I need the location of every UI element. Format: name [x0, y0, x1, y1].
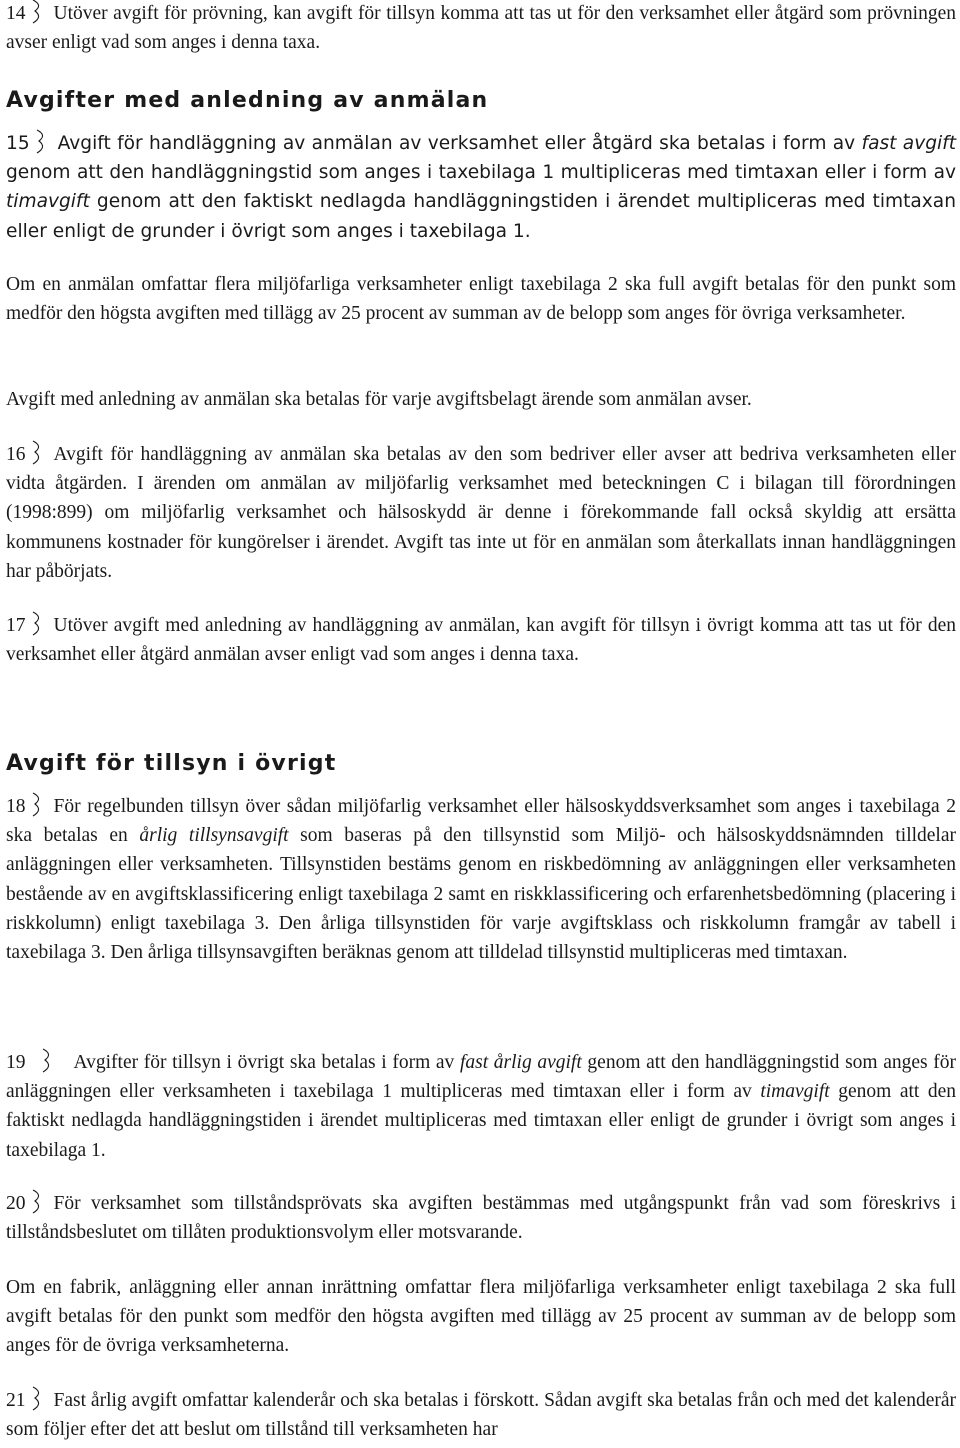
section-heading: Avgift för tillsyn i övrigt — [6, 751, 337, 776]
paragraph-text: som baseras på den tillsynstid som Miljö- och hälsoskyddsnämnden tilldelar anläggningen eller verksamheten. Tillsynstiden bestäms genom en riskbedömning av anläggningen eller verksamheten bestående av en avgiftsklassificering enligt taxebilaga 2 samt en riskklassificering och erfarenhetsbedömning (placering i riskkolumn) enligt taxebilaga 3. Den årliga tillsynstiden för varje avgiftsklass och riskkolumn framgår av tabell i taxebilaga 3. Den årliga tillsynsavgiften beräknas genom att tilldelad tillsynstid multipliceras med timtaxan. — [6, 825, 957, 964]
section-heading: Avgifter med anledning av anmälan — [6, 88, 489, 113]
section-sign-icon — [30, 1386, 46, 1411]
paragraph-text: För regelbunden tillsyn över sådan miljöfarlig verksamhet eller hälsoskyddsverksamhet som anges i taxebilaga 2 ska betalas en — [6, 796, 956, 847]
paragraph-15c: Avgift med anledning av anmälan ska betalas för varje avgiftsbelagt ärende som anmälan avser. — [6, 389, 752, 410]
paragraph-text: genom att den faktiskt nedlagda handläggningstiden i ärendet multipliceras med timtaxan eller enligt de grunder i övrigt som anges i taxebilaga 1. — [6, 191, 956, 242]
section-sign-icon — [40, 1048, 56, 1073]
paragraph-text: genom att den handläggningstid som anges för anläggningen eller verksamheten i taxebilaga 1 multipliceras med timtaxan eller i form av — [6, 1052, 957, 1103]
paragraph-text: genom att den faktiskt nedlagda handläggningstiden i ärendet multipliceras med timtaxan eller enligt de grunder i övrigt som anges i taxebilaga 1. — [6, 1081, 957, 1161]
paragraph-text: Avgift för handläggning av anmälan av verksamhet eller åtgärd ska betalas i form av — [57, 133, 862, 154]
section-sign-icon — [30, 1189, 46, 1214]
section-sign-icon — [34, 129, 50, 154]
emphasis-arlig-tillsynsavgift: årlig tillsynsavgift — [139, 825, 289, 847]
section-sign-icon — [30, 611, 46, 636]
section-number: 17 — [6, 615, 26, 636]
paragraph-text: Avgifter för tillsyn i övrigt ska betalas i form av — [73, 1052, 460, 1073]
section-number: 19 — [6, 1052, 26, 1073]
paragraph-text: Utöver avgift med anledning av handläggning av anmälan, kan avgift för tillsyn i övrigt komma att tas ut för den verksamhet eller åtgärd anmälan avser enligt vad som anges i denna taxa. — [6, 615, 956, 666]
paragraph-15 — [6, 129, 956, 246]
emphasis-fast-arlig-avgift: fast årlig avgift — [459, 1052, 582, 1073]
section-sign-icon — [30, 0, 46, 24]
section-number: 21 — [6, 1390, 26, 1411]
paragraph-15b: Om en anmälan omfattar flera miljöfarliga verksamheter enligt taxebilaga 2 ska full avgift betalas för den punkt som medför den högsta avgiften med tillägg av 25 procent av summan av de belopp som anges för övriga verksamheter. — [6, 274, 956, 325]
paragraph-21 — [6, 1386, 956, 1444]
section-number: 20 — [6, 1193, 26, 1214]
paragraph-text: Utöver avgift för prövning, kan avgift för tillsyn komma att tas ut för den verksamhet eller åtgärd som prövningen avser enligt vad som anges i denna taxa. — [6, 3, 956, 54]
section-number: 18 — [6, 796, 26, 817]
emphasis-timavgift: timavgift — [6, 191, 90, 213]
section-sign-icon — [30, 792, 46, 817]
section-sign-icon — [30, 440, 46, 465]
paragraph-text: Avgift för handläggning av anmälan ska betalas av den som bedriver eller avser att bedriva verksamheten eller vidta åtgärden. I ärenden om anmälan av miljöfarlig verksamhet med beteckningen C i bilagan till förordningen (1998:899) om miljöfarlig verksamhet och hälsoskydd är denne i förekommande fall också skyldig att ersätta kommunens kostnader för kungörelser i ärendet. Avgift tas inte ut för en anmälan som återkallats innan handläggningen har påbörjats. — [6, 444, 956, 582]
section-number: 16 — [6, 444, 26, 465]
emphasis-timavgift: timavgift — [760, 1081, 830, 1103]
paragraph-17 — [6, 611, 956, 669]
paragraph-text: För verksamhet som tillståndsprövats ska avgiften bestämmas med utgångspunkt från vad som föreskrivs i tillståndsbeslutet om tillåten produktionsvolym eller motsvarande. — [6, 1193, 956, 1244]
paragraph-text: genom att den handläggningstid som anges i taxebilaga 1 multipliceras med timtaxan eller i form av — [6, 162, 956, 184]
paragraph-19 — [6, 1048, 956, 1165]
paragraph-20 — [6, 1189, 956, 1247]
section-number: 15 — [6, 133, 30, 154]
paragraph-16 — [6, 440, 956, 586]
section-number: 14 — [6, 3, 26, 24]
paragraph-text: Fast årlig avgift omfattar kalenderår och ska betalas i förskott. Sådan avgift ska betalas från och med det kalenderår som följer efter det att beslut om tillstånd till verksamheten har — [6, 1390, 956, 1441]
paragraph-18 — [6, 792, 956, 967]
emphasis-fast-avgift: fast avgift — [861, 133, 956, 154]
paragraph-14 — [6, 0, 956, 57]
paragraph-20b: Om en fabrik, anläggning eller annan inrättning omfattar flera miljöfarliga verksamheter enligt taxebilaga 2 ska full avgift betalas för den punkt som medför den högsta avgiften med tillägg av 25 procent av summan av de belopp som anges för de övriga verksamheterna. — [6, 1277, 956, 1357]
